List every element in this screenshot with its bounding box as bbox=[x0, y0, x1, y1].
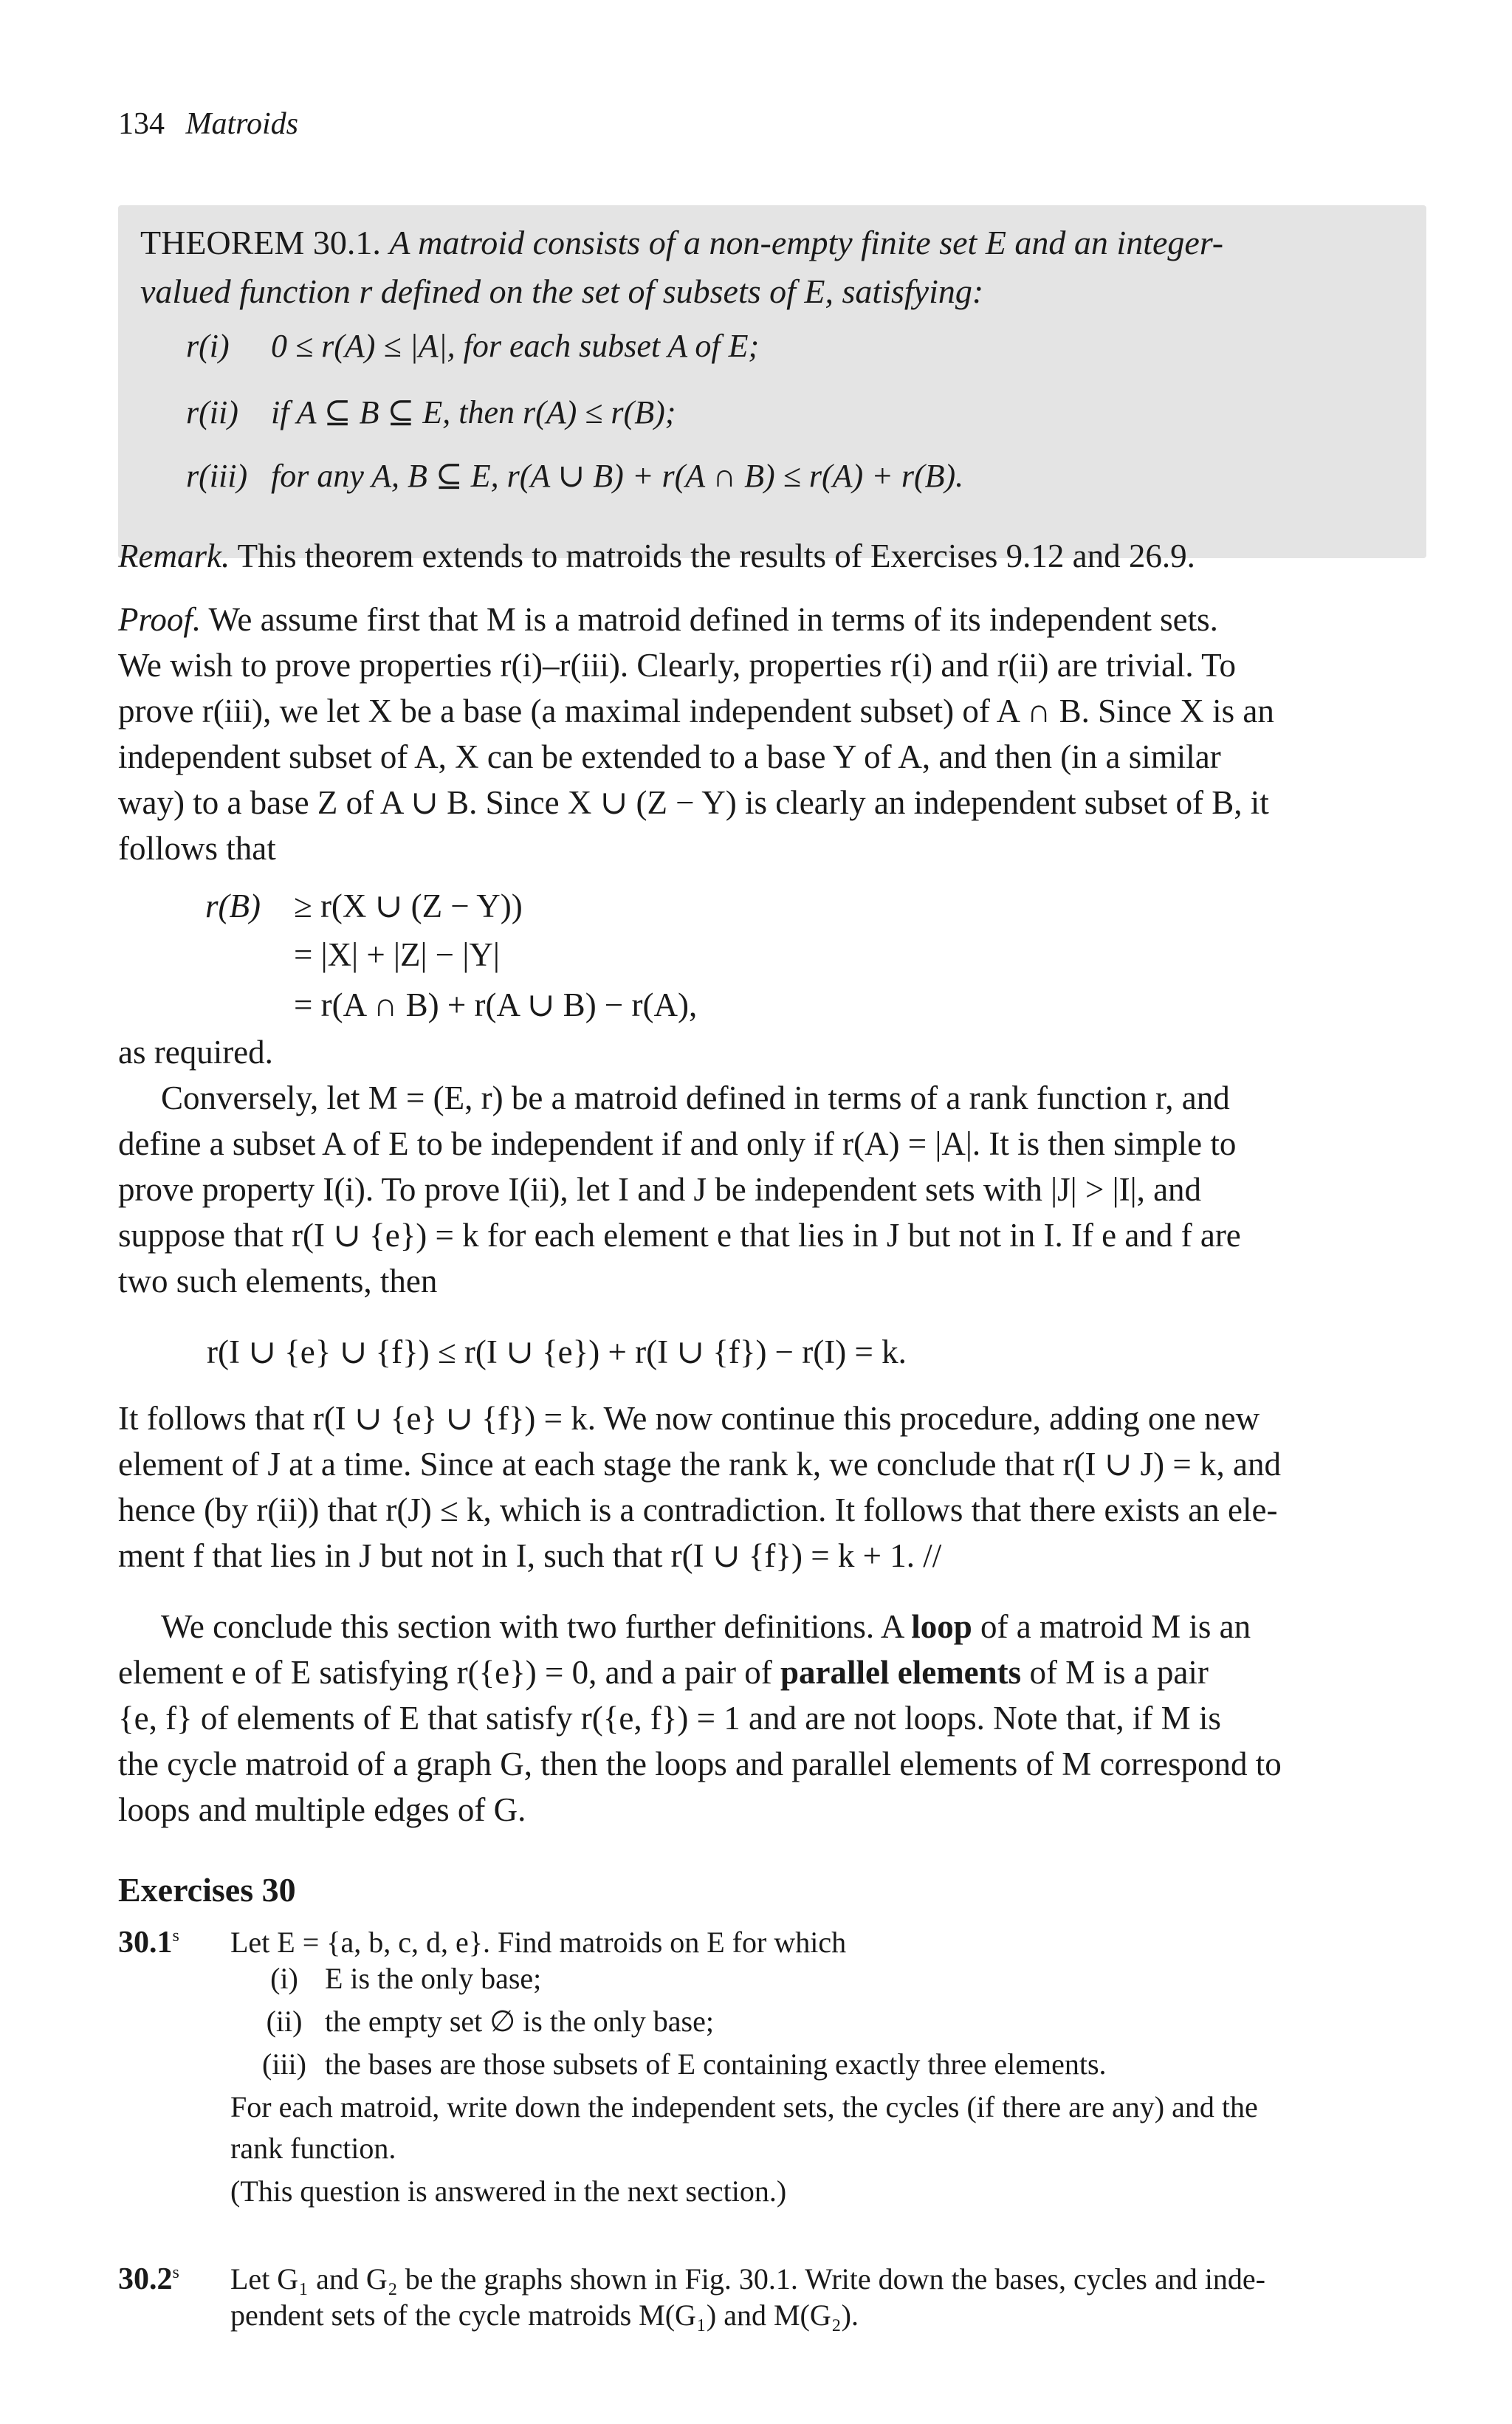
theorem-label: THEOREM 30.1. bbox=[140, 224, 381, 261]
conclusion-line-5: loops and multiple edges of G. bbox=[118, 1791, 526, 1828]
theorem-item-text: 0 ≤ r(A) ≤ |A|, for each subset A of E; bbox=[271, 328, 760, 364]
converse-line-1: Conversely, let M = (E, r) be a matroid defined in terms of a rank function r, and bbox=[161, 1079, 1230, 1116]
subitem-tag: (iii) bbox=[262, 2047, 306, 2081]
proof-line-5: way) to a base Z of A ∪ B. Since X ∪ (Z − Y) is clearly an independent subset of B, it bbox=[118, 784, 1269, 821]
running-header bbox=[118, 103, 298, 145]
exercise-number: 30.1$^s$ bbox=[118, 1926, 179, 1960]
theorem-item-2 bbox=[186, 390, 676, 436]
term-parallel-elements: parallel elements bbox=[780, 1654, 1022, 1691]
theorem-item-tag: r(iii) bbox=[186, 458, 248, 494]
conclusion-line-3: {e, f} of elements of E that satisfy r({e, f}) = 1 and are not loops. Note that, if M is bbox=[118, 1700, 1221, 1737]
remark-text: This theorem extends to matroids the results of Exercises 9.12 and 26.9. bbox=[237, 538, 1195, 574]
proof-line-3: prove r(iii), we let X be a base (a maximal independent subset) of A ∩ B. Since X is an bbox=[118, 693, 1274, 729]
exercise-30-2 bbox=[118, 2252, 1265, 2300]
display-lhs: r(B) bbox=[205, 887, 261, 924]
exercise-30-1-follow-1: For each matroid, write down the independent sets, the cycles (if there are any) and the bbox=[230, 2090, 1258, 2123]
as-required: as required. bbox=[118, 1034, 273, 1071]
exercise-30-1-ii bbox=[244, 2001, 714, 2042]
exercises-heading: Exercises 30 bbox=[118, 1871, 296, 1909]
exercise-30-1-i bbox=[244, 1958, 541, 1999]
exercise-line-1: Let G₁ and G₂ be the graphs shown in Fig. 30.1. Write down the bases, cycles and inde- bbox=[230, 2262, 1265, 2296]
exercise-30-1-iii bbox=[244, 2044, 1107, 2085]
closing-line-2: element of J at a time. Since at each stage the rank k, we conclude that r(I ∪ J) = k, and bbox=[118, 1446, 1281, 1483]
proof-line-2: We wish to prove properties r(i)–r(iii). Clearly, properties r(i) and r(ii) are trivial. To bbox=[118, 647, 1236, 684]
exercise-intro: Let E = {a, b, c, d, e}. Find matroids on E for which bbox=[230, 1926, 847, 1959]
conclusion-text: element e of E satisfying r({e}) = 0, and a pair of bbox=[118, 1654, 781, 1691]
conclusion-line-4: the cycle matroid of a graph G, then the loops and parallel elements of M correspond to bbox=[118, 1745, 1282, 1782]
exercise-30-1 bbox=[118, 1915, 846, 1963]
subitem-tag: (i) bbox=[270, 1962, 298, 1995]
display-eq-2 bbox=[205, 932, 500, 978]
theorem-item-text: if A ⊆ B ⊆ E, then r(A) ≤ r(B); bbox=[271, 394, 676, 430]
theorem-item-text: for any A, B ⊆ E, r(A ∪ B) + r(A ∩ B) ≤ r(A) + r(B). bbox=[271, 458, 964, 494]
theorem-statement-1: A matroid consists of a non-empty finite set E and an integer- bbox=[389, 224, 1224, 261]
display-rhs: = |X| + |Z| − |Y| bbox=[294, 936, 500, 973]
exercise-30-1-follow-2: rank function. bbox=[230, 2132, 396, 2165]
theorem-item-3 bbox=[186, 453, 963, 499]
conclusion-text: We conclude this section with two further definitions. A bbox=[161, 1608, 912, 1645]
converse-line-2: define a subset A of E to be independent if and only if r(A) = |A|. It is then simple to bbox=[118, 1125, 1237, 1162]
theorem-item-1 bbox=[186, 323, 759, 369]
closing-line-1: It follows that r(I ∪ {e} ∪ {f}) = k. We now continue this procedure, adding one new bbox=[118, 1400, 1260, 1437]
display-eq-1 bbox=[205, 883, 523, 929]
theorem-item-tag: r(i) bbox=[186, 328, 230, 364]
running-title: Matroids bbox=[185, 107, 298, 141]
subitem-text: the bases are those subsets of E containing exactly three elements. bbox=[325, 2047, 1107, 2081]
conclusion-text: of M is a pair bbox=[1021, 1654, 1209, 1691]
theorem-line-1 bbox=[140, 220, 1223, 266]
display-eq-3 bbox=[205, 982, 697, 1028]
page-number: 134 bbox=[118, 107, 165, 141]
conclusion-line-2 bbox=[118, 1649, 1209, 1695]
exercise-30-1-follow-3: (This question is answered in the next section.) bbox=[230, 2174, 787, 2208]
subitem-text: E is the only base; bbox=[325, 1962, 542, 1995]
subitem-tag: (ii) bbox=[266, 2005, 303, 2038]
converse-line-4: suppose that r(I ∪ {e}) = k for each element e that lies in J but not in I. If e and f are bbox=[118, 1217, 1241, 1254]
term-loop: loop bbox=[911, 1608, 972, 1645]
closing-line-4: ment f that lies in J but not in I, such that r(I ∪ {f}) = k + 1. // bbox=[118, 1537, 942, 1574]
display-rhs: ≥ r(X ∪ (Z − Y)) bbox=[294, 887, 523, 924]
converse-line-3: prove property I(i). To prove I(ii), let I and J be independent sets with |J| > |I|, and bbox=[118, 1171, 1202, 1208]
remark-label: Remark. bbox=[118, 538, 230, 574]
subitem-text: the empty set ∅ is the only base; bbox=[325, 2005, 714, 2038]
proof-label: Proof. bbox=[118, 601, 202, 638]
proof-line-4: independent subset of A, X can be extended to a base Y of A, and then (in a similar bbox=[118, 738, 1221, 775]
proof-text: We assume first that M is a matroid defined in terms of its independent sets. bbox=[208, 601, 1218, 638]
closing-line-3: hence (by r(ii)) that r(J) ≤ k, which is a contradiction. It follows that there exists an ele- bbox=[118, 1491, 1278, 1528]
conclusion-line-1 bbox=[161, 1604, 1251, 1649]
remark bbox=[118, 533, 1195, 579]
theorem-statement-2: valued function r defined on the set of subsets of E, satisfying: bbox=[140, 272, 984, 310]
proof-line-6: follows that bbox=[118, 830, 276, 867]
theorem-item-tag: r(ii) bbox=[186, 394, 238, 430]
converse-line-5: two such elements, then bbox=[118, 1263, 438, 1299]
proof-line-1 bbox=[118, 597, 1218, 642]
display-eq-4: r(I ∪ {e} ∪ {f}) ≤ r(I ∪ {e}) + r(I ∪ {f}) − r(I) = k. bbox=[207, 1333, 907, 1370]
exercise-number: 30.2$^s$ bbox=[118, 2262, 179, 2296]
display-rhs: = r(A ∩ B) + r(A ∪ B) − r(A), bbox=[294, 986, 698, 1023]
conclusion-text: of a matroid M is an bbox=[972, 1608, 1251, 1645]
exercise-30-2-line-2: pendent sets of the cycle matroids M(G₁) and M(G₂). bbox=[230, 2298, 859, 2332]
